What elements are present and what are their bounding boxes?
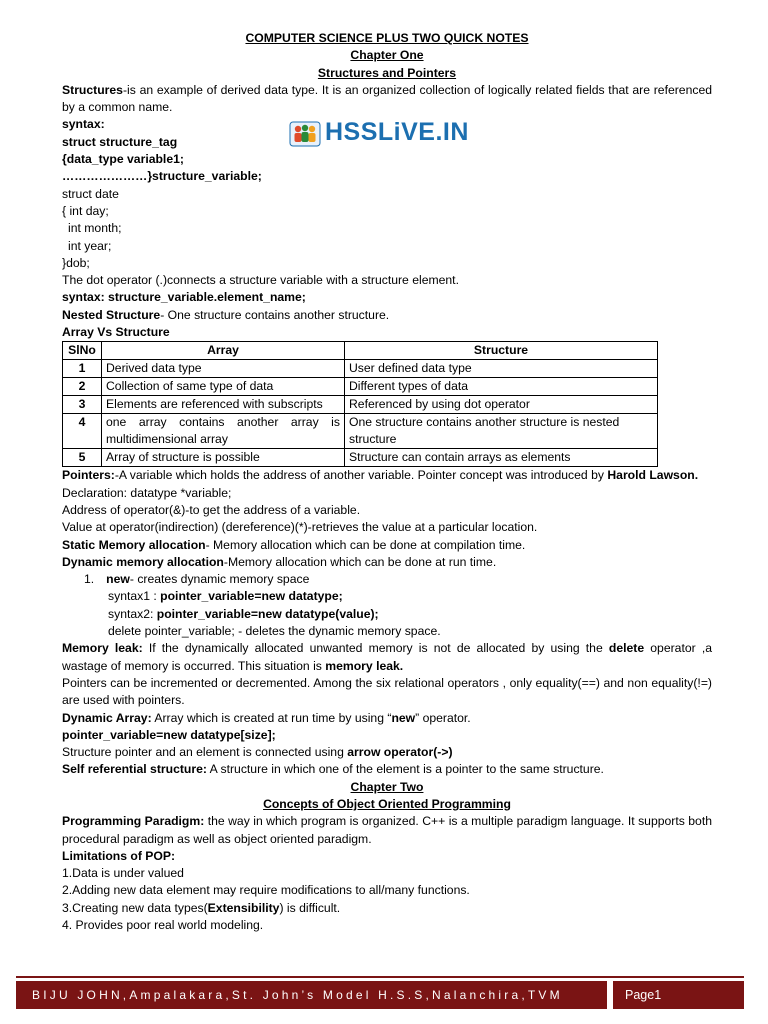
table-header-cell: Array (102, 342, 345, 360)
table-cell: one array contains another array is multidimensional array (102, 414, 345, 449)
table-cell: Structure can contain arrays as elements (345, 449, 658, 467)
dynamic-array-syntax: pointer_variable=new datatype[size]; (62, 727, 276, 742)
delete-line: delete pointer_variable; - deletes the dynamic memory space. (108, 624, 441, 639)
table-row (63, 378, 658, 396)
students-icon (289, 116, 321, 148)
compare-heading: Array Vs Structure (62, 325, 170, 340)
address-operator-text: Address of operator(&)-to get the address of a variable. (62, 502, 361, 517)
document-title: COMPUTER SCIENCE PLUS TWO QUICK NOTES (245, 31, 529, 45)
page-footer (16, 981, 744, 1009)
table-header-cell: Structure (345, 342, 658, 360)
hsslive-logo (289, 114, 469, 150)
table-cell: 3 (63, 396, 102, 414)
memory-leak-text: Memory leak: If the dynamically allocated unwanted memory is not de allocated by using the delete operator ,a wastage of memory is occurred. This situation is memory leak. (62, 641, 712, 673)
syntax-line: struct structure_tag (62, 134, 178, 149)
limitations-heading: Limitations of POP: (62, 848, 176, 863)
pointers-definition: Pointers:-A variable which holds the address of another variable. Pointer concept was introduced by Harold Lawson. (62, 468, 699, 483)
new-operator-item: 1. new- creates dynamic memory space (84, 572, 310, 587)
footer-author: BIJU JOHN,Ampalakara,St. John’s Model H.S.S,Nalanchira,TVM (16, 981, 607, 1009)
document-page (62, 30, 712, 934)
new-syntax2: syntax2: pointer_variable=new datatype(value); (108, 606, 379, 621)
declaration-text: Declaration: datatype *variable; (62, 485, 232, 500)
table-cell: Array of structure is possible (102, 449, 345, 467)
value-operator-text: Value at operator(indirection) (dereference)(*)-retrieves the value at a particular location. (62, 520, 538, 535)
structures-definition: Structures-is an example of derived data type. It is an organized collection of logically related fields that are referenced by a common name. (62, 82, 712, 115)
table-cell: 4 (63, 414, 102, 449)
table-cell: User defined data type (345, 360, 658, 378)
limitation-item: 1.Data is under valued (62, 866, 184, 881)
dot-operator-text: The dot operator (.)connects a structure variable with a structure element. (62, 273, 459, 288)
table-row (63, 360, 658, 378)
example-line: int year; (68, 238, 112, 253)
dynamic-allocation-text: Dynamic memory allocation-Memory allocation which can be done at run time. (62, 554, 497, 569)
footer-rule (16, 976, 744, 978)
table-cell: One structure contains another structure is nested structure (345, 414, 658, 449)
table-cell: Collection of same type of data (102, 378, 345, 396)
footer-page-number: Page1 (613, 981, 744, 1009)
new-syntax1: syntax1 : pointer_variable=new datatype; (108, 589, 343, 604)
table-header-cell: SlNo (63, 342, 102, 360)
example-line: struct date (62, 186, 119, 201)
programming-paradigm-text: Programming Paradigm: the way in which program is organized. C++ is a multiple paradigm language. It supports both procedural paradigm as well as object oriented paradigm. (62, 814, 712, 846)
table-row (63, 449, 658, 467)
dynamic-array-text: Dynamic Array: Array which is created at run time by using “new” operator. (62, 710, 471, 725)
table-cell: Elements are referenced with subscripts (102, 396, 345, 414)
nested-structure-text: Nested Structure- One structure contains another structure. (62, 307, 390, 322)
chapter-two-topic: Concepts of Object Oriented Programming (263, 796, 511, 811)
table-cell: Derived data type (102, 360, 345, 378)
logo-text: HSSLiVE.IN (325, 117, 469, 146)
example-line: { int day; (62, 203, 109, 218)
pointer-arithmetic-text: Pointers can be incremented or decremented. Among the six relational operators , only equality(==) and non equality(!=) are used with pointers. (62, 675, 712, 708)
table-cell: Referenced by using dot operator (345, 396, 658, 414)
chapter-one-heading: Chapter One (350, 48, 424, 63)
static-allocation-text: Static Memory allocation- Memory allocation which can be done at compilation time. (62, 537, 526, 552)
table-row (63, 396, 658, 414)
table-cell: Different types of data (345, 378, 658, 396)
syntax-line: {data_type variable1; (62, 152, 184, 167)
table-header-row (63, 342, 658, 360)
syntax-label: syntax: (62, 117, 105, 132)
table-row (63, 414, 658, 449)
table-cell: 5 (63, 449, 102, 467)
limitation-item: 2.Adding new data element may require modifications to all/many functions. (62, 883, 470, 898)
syntax-line: …………………}structure_variable; (62, 169, 262, 184)
array-vs-structure-table (62, 341, 658, 467)
chapter-two-heading: Chapter Two (350, 779, 424, 794)
example-line: }dob; (62, 255, 90, 270)
limitation-item: 4. Provides poor real world modeling. (62, 918, 264, 933)
structure-pointer-text: Structure pointer and an element is connected using arrow operator(->) (62, 745, 453, 760)
chapter-one-topic: Structures and Pointers (317, 65, 457, 80)
example-line: int month; (68, 221, 122, 236)
self-referential-text: Self referential structure: A structure in which one of the element is a pointer to the same structure. (62, 762, 604, 777)
dot-syntax-text: syntax: structure_variable.element_name; (62, 290, 306, 305)
table-cell: 1 (63, 360, 102, 378)
table-cell: 2 (63, 378, 102, 396)
limitation-item: 3.Creating new data types(Extensibility) is difficult. (62, 900, 341, 915)
